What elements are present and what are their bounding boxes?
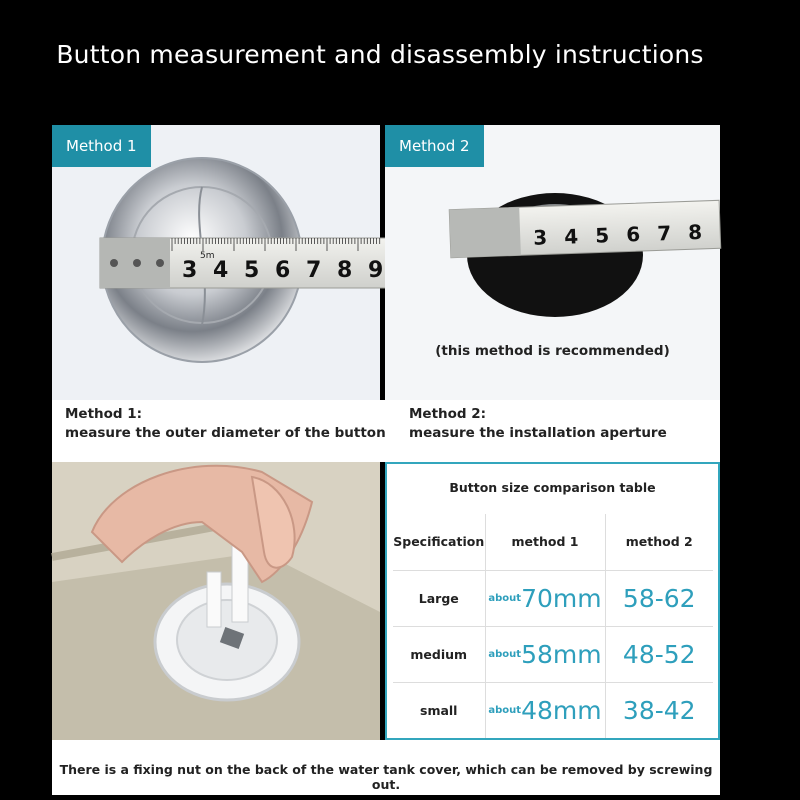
footer-strip [52,740,720,795]
method1-caption-title: Method 1: [65,406,143,422]
method1-photo [52,125,384,400]
fixing-nut-illustration [52,462,380,740]
about-label: about [488,648,522,660]
table-row [393,626,713,682]
tape-digit: 3 [532,225,548,250]
method1-tag: Method 1 [52,125,151,167]
tape-digit: 6 [625,222,641,247]
page-title: Button measurement and disassembly instructions [56,40,704,69]
table-title: Button size comparison table [449,480,656,495]
method2-value: 38-42 [605,682,713,738]
tape-digit: 4 [213,258,229,283]
footer-note: There is a fixing nut on the back of the water tank cover, which can be removed by screwing out. [59,762,713,792]
method1-caption [65,405,386,443]
row-label: medium [393,626,485,682]
tape-rivet [110,259,118,267]
method1-value [485,570,605,626]
tape-digit: 7 [306,258,322,283]
value-unit: mm [552,695,602,725]
size-comparison-table [385,462,720,740]
header-method1: method 1 [485,514,605,570]
value-unit: mm [552,639,602,669]
row-label: small [393,682,485,738]
tape-digit: 5 [594,223,610,248]
tape-digit: 9 [368,258,384,283]
disassembly-photo [52,462,380,740]
method2-photo [385,125,720,400]
tape-digit: 8 [687,219,703,245]
comparison-grid [393,514,713,738]
row-label: Large [393,570,485,626]
tape-rivet [133,259,141,267]
method2-value: 58-62 [605,570,713,626]
tape-digit: 3 [182,258,198,283]
value-number: 58 [521,639,553,669]
method1-value [485,682,605,738]
captions [52,400,720,462]
tape-digit: 4 [563,224,579,249]
tape-digit: 8 [337,258,353,283]
about-label: about [488,592,522,604]
recommended-note: (this method is recommended) [435,343,670,359]
method2-caption [409,405,667,443]
header-method2: method 2 [605,514,713,570]
tape-digit: 7 [656,221,672,246]
method2-caption-title: Method 2: [409,406,487,422]
header-specification: Specification [393,514,485,570]
method2-caption-text: measure the installation aperture [409,425,667,441]
tape-rivet [156,259,164,267]
table-header-row [393,514,713,570]
tape-hook [449,207,521,257]
method2-tag: Method 2 [385,125,484,167]
value-number: 70 [521,583,553,613]
tape-digit: 5 [244,258,260,283]
method2-value: 48-52 [605,626,713,682]
table-row [393,570,713,626]
value-number: 48 [521,695,553,725]
method1-caption-text: measure the outer diameter of the button [65,425,386,441]
tape-digit: 6 [275,258,291,283]
value-unit: mm [552,583,602,613]
table-row [393,682,713,738]
method1-value [485,626,605,682]
about-label: about [488,704,522,716]
push-rod [207,572,221,627]
tape-label-small: 5m [200,251,215,261]
